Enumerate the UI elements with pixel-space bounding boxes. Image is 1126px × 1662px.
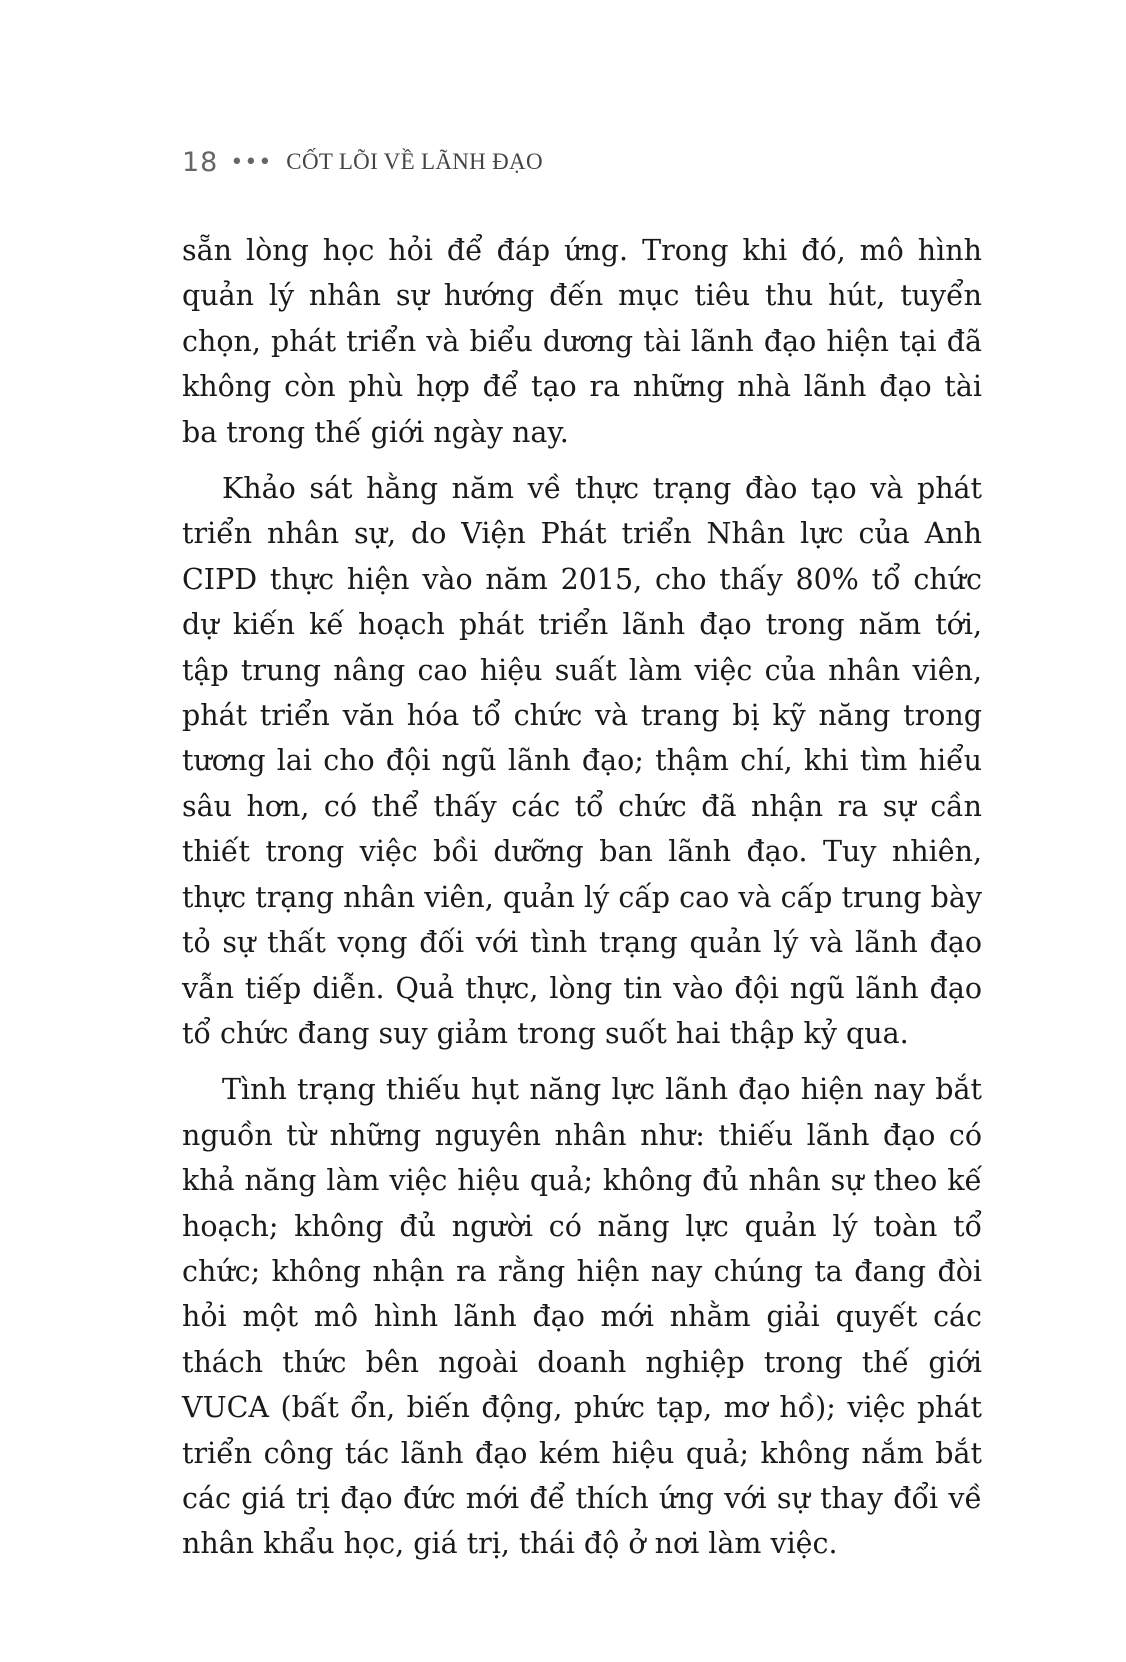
paragraph-continued: sẵn lòng học hỏi để đáp ứng. Trong khi đó, mô hình quản lý nhân sự hướng đến mục tiêu thu hút, tuyển chọn, phát triển và biểu dương tài lãnh đạo hiện tại đã không còn phù hợp để tạo ra những nhà lãnh đạo tài ba trong thế giới ngày nay.: [182, 234, 982, 449]
header-separator-dots: •••: [230, 149, 273, 175]
body-text: [182, 228, 982, 1578]
page-number: 18: [182, 146, 219, 178]
paragraph-survey: Khảo sát hằng năm về thực trạng đào tạo và phát triển nhân sự, do Viện Phát triển Nhân lực của Anh CIPD thực hiện vào năm 2015, cho thấy 80% tổ chức dự kiến kế hoạch phát triển lãnh đạo trong năm tới, tập trung nâng cao hiệu suất làm việc của nhân viên, phát triển văn hóa tổ chức và trang bị kỹ năng trong tương lai cho đội ngũ lãnh đạo; thậm chí, khi tìm hiểu sâu hơn, có thể thấy các tổ chức đã nhận ra sự cần thiết trong việc bồi dưỡng ban lãnh đạo. Tuy nhiên, thực trạng nhân viên, quản lý cấp cao và cấp trung bày tỏ sự thất vọng đối với tình trạng quản lý và lãnh đạo vẫn tiếp diễn. Quả thực, lòng tin vào đội ngũ lãnh đạo tổ chức đang suy giảm trong suốt hai thập kỷ qua.: [182, 472, 982, 1050]
book-title: CỐT LÕI VỀ LÃNH ĐẠO: [286, 149, 543, 174]
paragraph-causes: Tình trạng thiếu hụt năng lực lãnh đạo hiện nay bắt nguồn từ những nguyên nhân như: thiếu lãnh đạo có khả năng làm việc hiệu quả; không đủ nhân sự theo kế hoạch; không đủ người có năng lực quản lý toàn tổ chức; không nhận ra rằng hiện nay chúng ta đang đòi hỏi một mô hình lãnh đạo mới nhằm giải quyết các thách thức bên ngoài doanh nghiệp trong thế giới VUCA (bất ổn, biến động, phức tạp, mơ hồ); việc phát triển công tác lãnh đạo kém hiệu quả; không nắm bắt các giá trị đạo đức mới để thích ứng với sự thay đổi về nhân khẩu học, giá trị, thái độ ở nơi làm việc.: [182, 1073, 982, 1561]
running-header: [182, 142, 543, 182]
